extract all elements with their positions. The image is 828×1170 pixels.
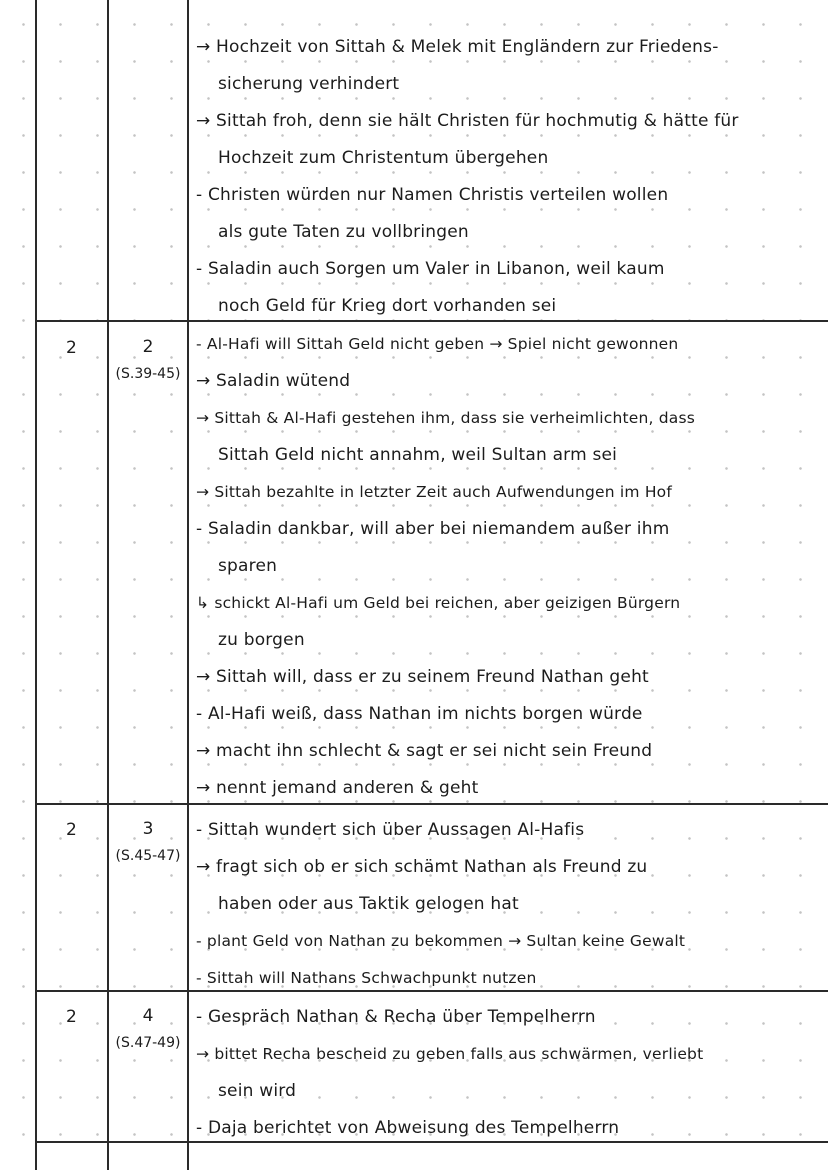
summary-line: → nennt jemand anderen & geht bbox=[196, 778, 479, 798]
summary-lines bbox=[196, 812, 824, 997]
scene-number: 2 bbox=[142, 337, 154, 357]
scene-cell bbox=[108, 1007, 188, 1051]
scene-number: 3 bbox=[142, 819, 154, 839]
summary-line: - Christen würden nur Namen Christis verteilen wollen bbox=[196, 185, 669, 205]
summary-line: sparen bbox=[218, 556, 278, 576]
summary-line: - Saladin dankbar, will aber bei niemandem außer ihm bbox=[196, 519, 670, 539]
summary-line: - Al-Hafi will Sittah Geld nicht geben → Spiel nicht gewonnen bbox=[196, 335, 679, 353]
summary-lines bbox=[196, 326, 824, 807]
summary-line: zu borgen bbox=[218, 630, 305, 650]
summary-line: → fragt sich ob er sich schämt Nathan als Freund zu bbox=[196, 857, 648, 877]
scene-number: 4 bbox=[142, 1006, 154, 1026]
summary-line: → Hochzeit von Sittah & Melek mit Engländern zur Friedens- bbox=[196, 37, 719, 57]
summary-line: → Sittah will, dass er zu seinem Freund Nathan geht bbox=[196, 667, 649, 687]
column-divider-act-scene bbox=[107, 0, 109, 1170]
column-divider-scene-content bbox=[187, 0, 189, 1170]
summary-line: → bittet Recha bescheid zu geben falls aus schwärmen, verliebt bbox=[196, 1045, 704, 1063]
summary-line: - Sittah will Nathans Schwachpunkt nutzen bbox=[196, 969, 537, 987]
summary-line: - Saladin auch Sorgen um Valer in Libanon, weil kaum bbox=[196, 259, 665, 279]
scene-cell bbox=[108, 820, 188, 864]
summary-line: - Gespräch Nathan & Recha über Tempelherrn bbox=[196, 1007, 596, 1027]
act-number: 2 bbox=[66, 338, 77, 358]
summary-line: → Saladin wütend bbox=[196, 371, 351, 391]
page-range: (S.47-49) bbox=[115, 1034, 181, 1051]
summary-line: als gute Taten zu vollbringen bbox=[218, 222, 469, 242]
summary-line: - plant Geld von Nathan zu bekommen → Sultan keine Gewalt bbox=[196, 932, 686, 950]
summary-line: haben oder aus Taktik gelogen hat bbox=[218, 894, 519, 914]
act-number: 2 bbox=[66, 820, 77, 840]
summary-line: - Sittah wundert sich über Aussagen Al-Hafis bbox=[196, 820, 585, 840]
summary-line: Hochzeit zum Christentum übergehen bbox=[218, 148, 549, 168]
summary-line: sicherung verhindert bbox=[218, 74, 400, 94]
summary-line: ↳ schickt Al-Hafi um Geld bei reichen, aber geizigen Bürgern bbox=[196, 594, 681, 612]
summary-line: noch Geld für Krieg dort vorhanden sei bbox=[218, 296, 557, 316]
table-border-left bbox=[35, 0, 37, 1170]
summary-line: - Daja berichtet von Abweisung des Tempelherrn bbox=[196, 1118, 620, 1138]
summary-line: sein wird bbox=[218, 1081, 297, 1101]
summary-line: Sittah Geld nicht annahm, weil Sultan arm sei bbox=[218, 445, 618, 465]
summary-line: → macht ihn schlecht & sagt er sei nicht sein Freund bbox=[196, 741, 653, 761]
page-range: (S.45-47) bbox=[115, 847, 181, 864]
summary-lines bbox=[196, 29, 824, 325]
act-number: 2 bbox=[66, 1007, 77, 1027]
summary-line: → Sittah bezahlte in letzter Zeit auch Aufwendungen im Hof bbox=[196, 483, 673, 501]
summary-line: → Sittah froh, denn sie hält Christen für hochmutig & hätte für bbox=[196, 111, 739, 131]
summary-line: → Sittah & Al-Hafi gestehen ihm, dass sie verheimlichten, dass bbox=[196, 409, 696, 427]
summary-lines bbox=[196, 999, 824, 1147]
page-range: (S.39-45) bbox=[115, 365, 181, 382]
scene-cell bbox=[108, 338, 188, 382]
summary-line: - Al-Hafi weiß, dass Nathan im nichts borgen würde bbox=[196, 704, 643, 724]
